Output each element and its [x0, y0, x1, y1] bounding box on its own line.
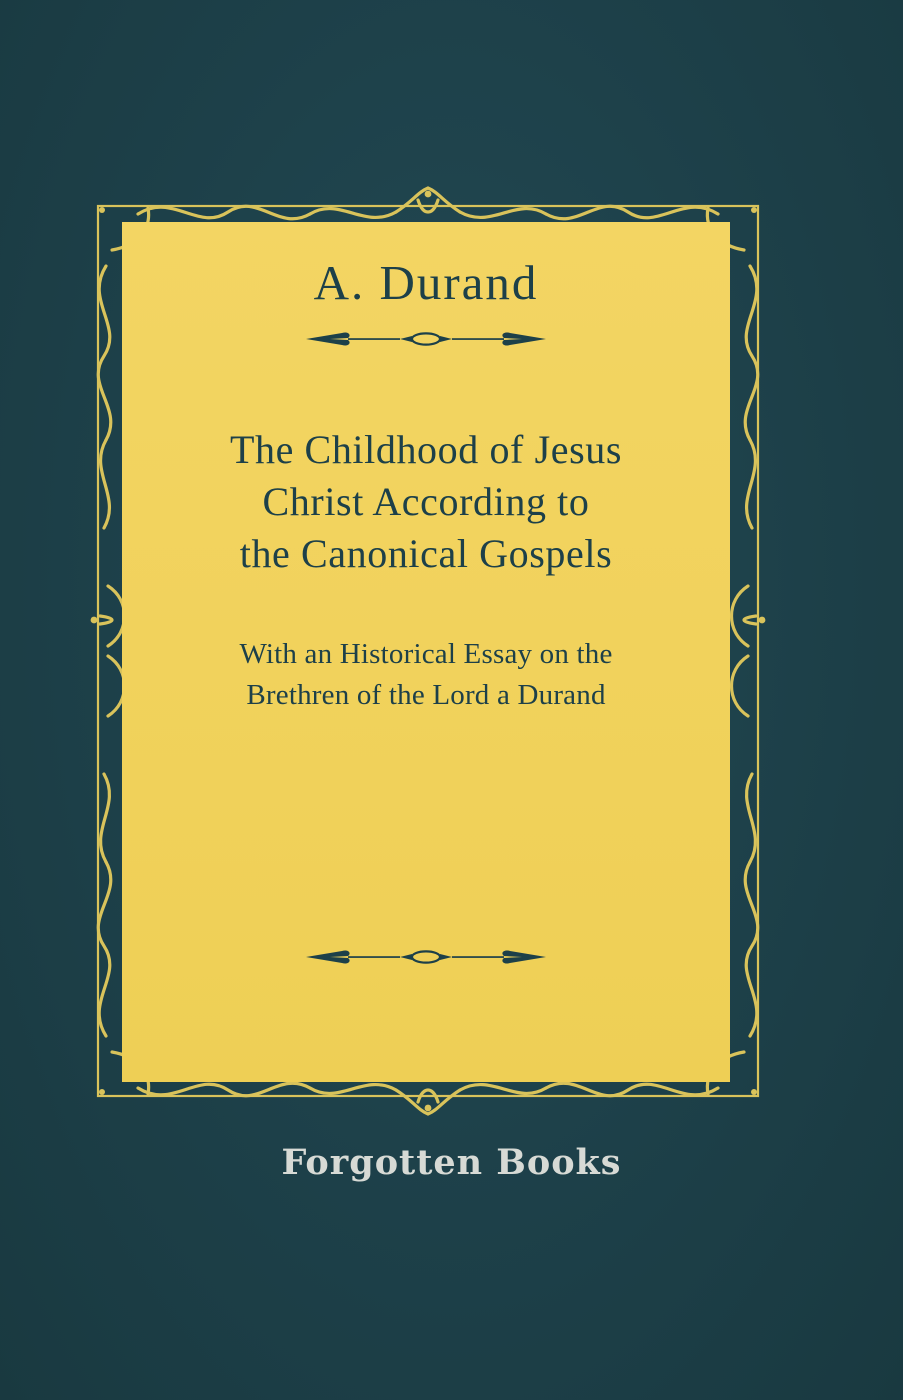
subtitle-line: With an Historical Essay on the — [239, 638, 613, 670]
book-subtitle — [146, 634, 706, 716]
title-line: The Childhood of Jesus — [229, 427, 623, 472]
title-line: the Canonical Gospels — [239, 531, 613, 576]
fleuron-divider-icon — [122, 326, 730, 352]
subtitle-line: Brethren of the Lord a Durand — [246, 679, 606, 712]
book-title — [140, 424, 712, 580]
publisher-name: Forgotten Books — [281, 1142, 622, 1183]
title-line: Christ According to — [262, 479, 590, 524]
fleuron-divider-icon — [122, 944, 730, 970]
title-panel — [122, 222, 730, 1082]
author-name: A. Durand — [313, 255, 539, 310]
